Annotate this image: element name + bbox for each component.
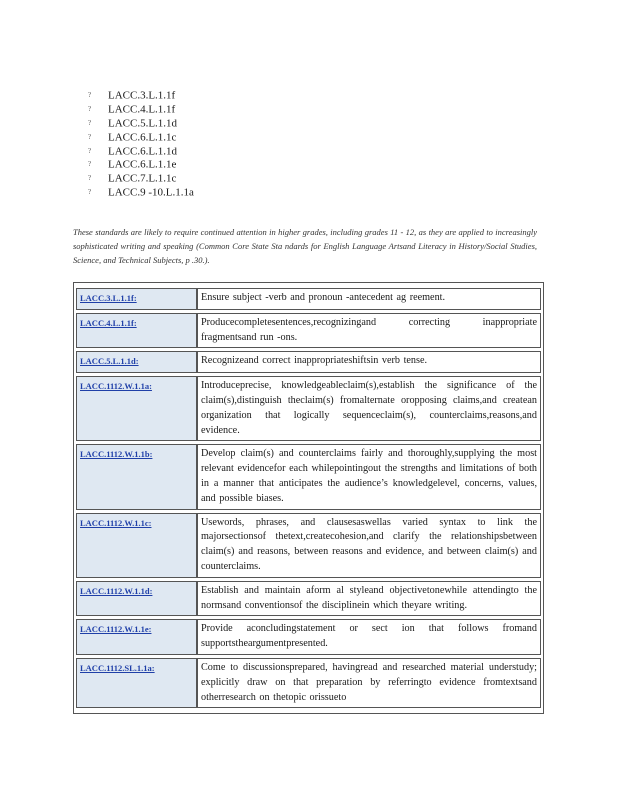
standard-code: LACC.3.L.1.1f <box>108 89 176 102</box>
table-row <box>76 619 541 655</box>
table-row <box>76 513 541 578</box>
standard-code-cell <box>76 313 197 349</box>
standard-link[interactable]: LACC.1112.W.1.1b: <box>80 449 153 460</box>
standard-code-cell <box>76 581 197 617</box>
bullet-icon: ? <box>88 104 92 113</box>
standard-code-cell <box>76 444 197 509</box>
standard-link[interactable]: LACC.1112.SL.1.1a: <box>80 662 155 673</box>
table-row <box>76 658 541 708</box>
standard-description: Producecompletesentences,recognizingand correcting inappropriate fragmentsand run -ons. <box>197 313 541 349</box>
bullet-icon: ? <box>88 146 92 155</box>
standard-description: Recognizeand correct inappropriateshiftsin verb tense. <box>197 351 541 373</box>
standard-code: LACC.6.L.1.1d <box>108 145 178 158</box>
list-item <box>88 131 194 145</box>
standard-code: LACC.5.L.1.1d <box>108 117 178 130</box>
standard-link[interactable]: LACC.4.L.1.1f: <box>80 317 137 328</box>
standard-code: LACC.7.L.1.1c <box>108 172 177 185</box>
standard-code-cell <box>76 658 197 708</box>
standard-description: Usewords, phrases, and clausesaswellas varied syntax to link the majorsectionsof thetext,createcohesion,and clarify the relationshipsbetween claim(s) and reasons, between reasons and evidence, and between claim(s) and counterclaims. <box>197 513 541 578</box>
list-item <box>88 172 194 186</box>
standard-code: LACC.4.L.1.1f <box>108 103 176 116</box>
standard-link[interactable]: LACC.1112.W.1.1d: <box>80 585 153 596</box>
table-row <box>76 444 541 509</box>
list-item <box>88 117 194 131</box>
standard-link[interactable]: LACC.1112.W.1.1c: <box>80 517 152 528</box>
list-item <box>88 145 194 159</box>
bullet-icon: ? <box>88 160 92 169</box>
standard-link[interactable]: LACC.5.L.1.1d: <box>80 356 139 367</box>
list-item <box>88 186 194 200</box>
standard-code-cell <box>76 513 197 578</box>
standard-code-cell <box>76 376 197 441</box>
standard-code-cell <box>76 619 197 655</box>
standards-table <box>73 282 544 714</box>
bullet-icon: ? <box>88 132 92 141</box>
bullet-icon: ? <box>88 188 92 197</box>
standard-code-cell <box>76 288 197 310</box>
standard-description: Introduceprecise, knowledgeableclaim(s),establish the significance of the claim(s),distinguish theclaim(s) fromalternate oropposing claims,and createan organization that logically sequenceclaim(s), counterclaims,reasons,and evidence. <box>197 376 541 441</box>
standard-description: Ensure subject -verb and pronoun -antecedent ag reement. <box>197 288 541 310</box>
standard-description: Come to discussionsprepared, havingread and researched material understudy; explicitly draw on that preparation by referringto evidence fromtextsand otherresearch on thetopic orissueto <box>197 658 541 708</box>
bullet-icon: ? <box>88 118 92 127</box>
standard-link[interactable]: LACC.3.L.1.1f: <box>80 293 137 303</box>
bullet-icon: ? <box>88 174 92 183</box>
standard-code-cell <box>76 351 197 373</box>
list-item <box>88 89 194 103</box>
standard-description: Provide aconcludingstatement or sect ion that follows fromand supportstheargumentpresented. <box>197 619 541 655</box>
standard-code: LACC.6.L.1.1e <box>108 158 177 171</box>
table-row <box>76 351 541 373</box>
standard-description: Develop claim(s) and counterclaims fairly and thoroughly,supplying the most relevant evidencefor each whilepointingout the strengths and limitations of both in a manner that anticipates the audience’s knowledgelevel, concerns, values, and possible biases. <box>197 444 541 509</box>
list-item <box>88 103 194 117</box>
standards-note: These standards are likely to require continued attention in higher grades, including grades 11 - 12, as they are applied to increasingly sophisticated writing and speaking (Common Core State Sta ndards for English Language Artsand Literacy in History/Social Studies, Science, and Technical Subjects, p .30.). <box>73 226 537 265</box>
table-row <box>76 376 541 441</box>
standard-link[interactable]: LACC.1112.W.1.1a: <box>80 381 152 392</box>
standard-link[interactable]: LACC.1112.W.1.1e: <box>80 624 152 635</box>
standard-code: LACC.9 -10.L.1.1a <box>108 186 194 199</box>
list-item <box>88 158 194 172</box>
table-row <box>76 581 541 617</box>
bullet-icon: ? <box>88 91 92 99</box>
table-row <box>76 288 541 310</box>
table-row <box>76 313 541 349</box>
standards-list <box>88 89 194 200</box>
standard-code: LACC.6.L.1.1c <box>108 131 177 144</box>
standard-description: Establish and maintain aform al styleand objectivetonewhile attendingto the normsand conventionsof the disciplinein which theyare writing. <box>197 581 541 617</box>
